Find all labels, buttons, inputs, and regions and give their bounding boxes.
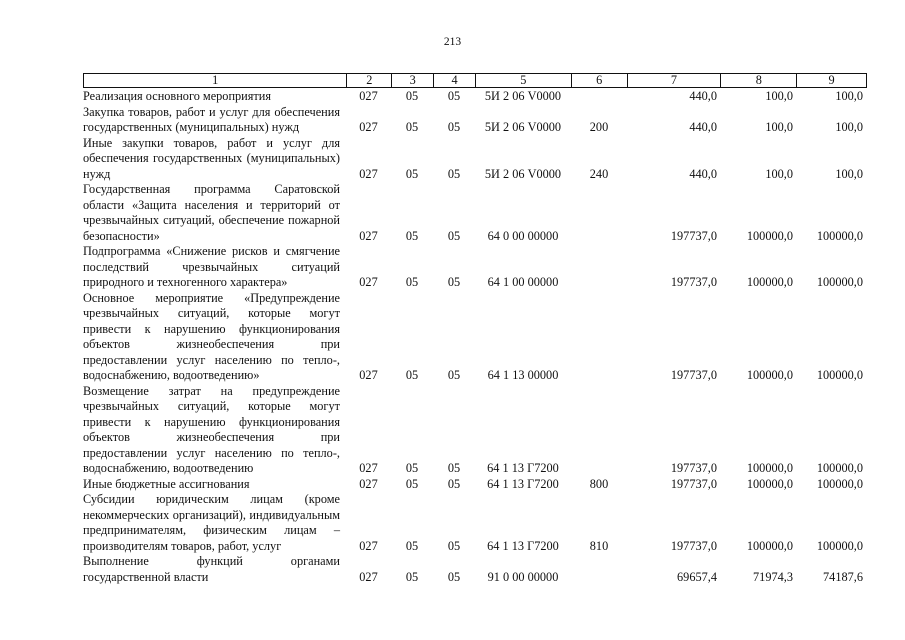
row-target-article: 64 1 13 Г7200 bbox=[487, 476, 559, 491]
row-amount-2: 100000,0 bbox=[746, 538, 793, 553]
header-col-2: 2 bbox=[346, 74, 391, 87]
row-name: Реализация основного мероприятия bbox=[83, 89, 272, 103]
row-name: Государственная программа Саратовской области «Защита населения и территорий от чрезвычайных ситуаций, обеспечение пожарной безопасности» bbox=[83, 182, 340, 243]
table-body bbox=[83, 89, 867, 585]
row-subsection: 05 bbox=[447, 275, 461, 289]
row-expense-type: 200 bbox=[589, 120, 609, 134]
row-ministry-code: 027 bbox=[359, 368, 378, 382]
row-name: Субсидии юридическим лицам (кроме некоммерческих организаций), индивидуальным предпринимателям, физическим лицам – производителям товаров, работ, услуг bbox=[83, 492, 340, 553]
row-section: 05 bbox=[405, 89, 419, 103]
header-col-3: 3 bbox=[391, 74, 433, 87]
row-amount-3: 100000,0 bbox=[816, 368, 863, 382]
header-col-1: 1 bbox=[212, 73, 219, 87]
header-col-9: 9 bbox=[796, 74, 866, 87]
row-section: 05 bbox=[405, 476, 419, 491]
row-amount-1: 197737,0 bbox=[670, 275, 717, 289]
row-amount-2: 100,0 bbox=[765, 166, 793, 181]
row-target-article: 91 0 00 00000 bbox=[487, 569, 559, 584]
row-ministry-code: 027 bbox=[359, 275, 378, 289]
row-section: 05 bbox=[405, 275, 419, 289]
header-col-6: 6 bbox=[571, 74, 627, 87]
row-subsection: 05 bbox=[447, 569, 461, 584]
table-row bbox=[83, 244, 867, 291]
row-section: 05 bbox=[405, 538, 419, 553]
row-expense-type: 800 bbox=[589, 476, 609, 491]
row-amount-3: 74187,6 bbox=[823, 569, 863, 584]
row-subsection: 05 bbox=[447, 228, 461, 243]
row-amount-1: 197737,0 bbox=[670, 476, 717, 491]
table-row bbox=[83, 291, 867, 384]
row-ministry-code: 027 bbox=[359, 166, 378, 181]
row-target-article: 64 0 00 00000 bbox=[487, 228, 559, 243]
table-row bbox=[83, 384, 867, 477]
row-ministry-code: 027 bbox=[359, 569, 378, 584]
row-target-article: 5И 2 06 V0000 bbox=[484, 166, 562, 181]
row-section: 05 bbox=[405, 228, 419, 243]
table-row bbox=[83, 182, 867, 244]
row-amount-2: 100000,0 bbox=[746, 476, 793, 491]
row-amount-3: 100000,0 bbox=[816, 275, 863, 289]
row-section: 05 bbox=[405, 368, 419, 382]
row-subsection: 05 bbox=[447, 89, 461, 103]
table-row bbox=[83, 136, 867, 183]
row-amount-2: 71974,3 bbox=[753, 569, 793, 584]
row-expense-type: 240 bbox=[589, 166, 609, 181]
row-subsection: 05 bbox=[447, 538, 461, 553]
row-amount-3: 100000,0 bbox=[816, 538, 863, 553]
row-name: Выполнение функций органами государственной власти bbox=[83, 554, 340, 584]
page-number: 213 bbox=[443, 36, 462, 48]
row-section: 05 bbox=[405, 120, 419, 134]
row-amount-1: 440,0 bbox=[689, 166, 717, 181]
row-ministry-code: 027 bbox=[359, 476, 378, 491]
row-ministry-code: 027 bbox=[359, 120, 378, 134]
row-amount-1: 69657,4 bbox=[677, 569, 717, 584]
row-ministry-code: 027 bbox=[359, 228, 378, 243]
row-amount-3: 100,0 bbox=[835, 120, 863, 134]
row-target-article: 64 1 00 00000 bbox=[487, 275, 559, 289]
row-amount-1: 197737,0 bbox=[670, 461, 717, 475]
row-ministry-code: 027 bbox=[359, 538, 378, 553]
table-row bbox=[83, 554, 867, 585]
row-amount-2: 100000,0 bbox=[746, 461, 793, 475]
row-amount-2: 100000,0 bbox=[746, 368, 793, 382]
row-section: 05 bbox=[405, 569, 419, 584]
row-target-article: 64 1 13 00000 bbox=[487, 368, 559, 382]
row-subsection: 05 bbox=[447, 476, 461, 491]
table-header bbox=[83, 73, 867, 88]
row-target-article: 64 1 13 Г7200 bbox=[487, 461, 559, 475]
table-row bbox=[83, 477, 867, 493]
header-col-7: 7 bbox=[627, 74, 721, 87]
row-expense-type: 810 bbox=[589, 538, 609, 553]
row-amount-3: 100,0 bbox=[835, 89, 863, 103]
row-amount-3: 100000,0 bbox=[816, 228, 863, 243]
row-section: 05 bbox=[405, 166, 419, 181]
row-name: Возмещение затрат на предупреждение чрезвычайных ситуаций, которые могут привести к нарушению функционирования объектов жизнеобеспечения при предоставлении услуг населению по тепло-, водоснабжению, водоотведению bbox=[83, 383, 340, 475]
row-amount-3: 100,0 bbox=[835, 166, 863, 181]
row-amount-1: 197737,0 bbox=[670, 228, 717, 243]
row-subsection: 05 bbox=[447, 461, 461, 475]
row-name: Иные бюджетные ассигнования bbox=[83, 476, 250, 491]
row-subsection: 05 bbox=[447, 166, 461, 181]
row-target-article: 5И 2 06 V0000 bbox=[484, 120, 562, 134]
table-row bbox=[83, 89, 867, 105]
row-amount-2: 100000,0 bbox=[746, 275, 793, 289]
row-ministry-code: 027 bbox=[359, 89, 378, 103]
row-amount-2: 100000,0 bbox=[746, 228, 793, 243]
row-amount-1: 440,0 bbox=[689, 120, 717, 134]
header-col-8: 8 bbox=[720, 74, 796, 87]
row-target-article: 5И 2 06 V0000 bbox=[484, 89, 562, 103]
row-subsection: 05 bbox=[447, 368, 461, 382]
row-amount-2: 100,0 bbox=[765, 89, 793, 103]
header-col-4: 4 bbox=[433, 74, 475, 87]
row-name: Иные закупки товаров, работ и услуг для обеспечения государственных (муниципальных) нужд bbox=[83, 135, 340, 181]
row-subsection: 05 bbox=[447, 120, 461, 134]
row-target-article: 64 1 13 Г7200 bbox=[487, 538, 559, 553]
header-col-5: 5 bbox=[475, 74, 571, 87]
row-amount-1: 197737,0 bbox=[670, 538, 717, 553]
row-amount-1: 197737,0 bbox=[670, 368, 717, 382]
row-amount-2: 100,0 bbox=[765, 120, 793, 134]
row-amount-1: 440,0 bbox=[689, 89, 717, 103]
row-name: Основное мероприятие «Предупреждение чрезвычайных ситуаций, которые могут привести к нарушению функционирования объектов жизнеобеспечения при предоставлении услуг населению по тепло-, водоснабжению, водоотведению» bbox=[83, 290, 340, 382]
row-name: Закупка товаров, работ и услуг для обеспечения государственных (муниципальных) нужд bbox=[83, 104, 340, 134]
row-name: Подпрограмма «Снижение рисков и смягчение последствий чрезвычайных ситуаций природного и техногенного характера» bbox=[83, 244, 340, 289]
row-amount-3: 100000,0 bbox=[816, 476, 863, 491]
row-amount-3: 100000,0 bbox=[816, 461, 863, 475]
row-ministry-code: 027 bbox=[359, 461, 378, 475]
table-row bbox=[83, 105, 867, 136]
table-row bbox=[83, 492, 867, 554]
row-section: 05 bbox=[405, 461, 419, 475]
